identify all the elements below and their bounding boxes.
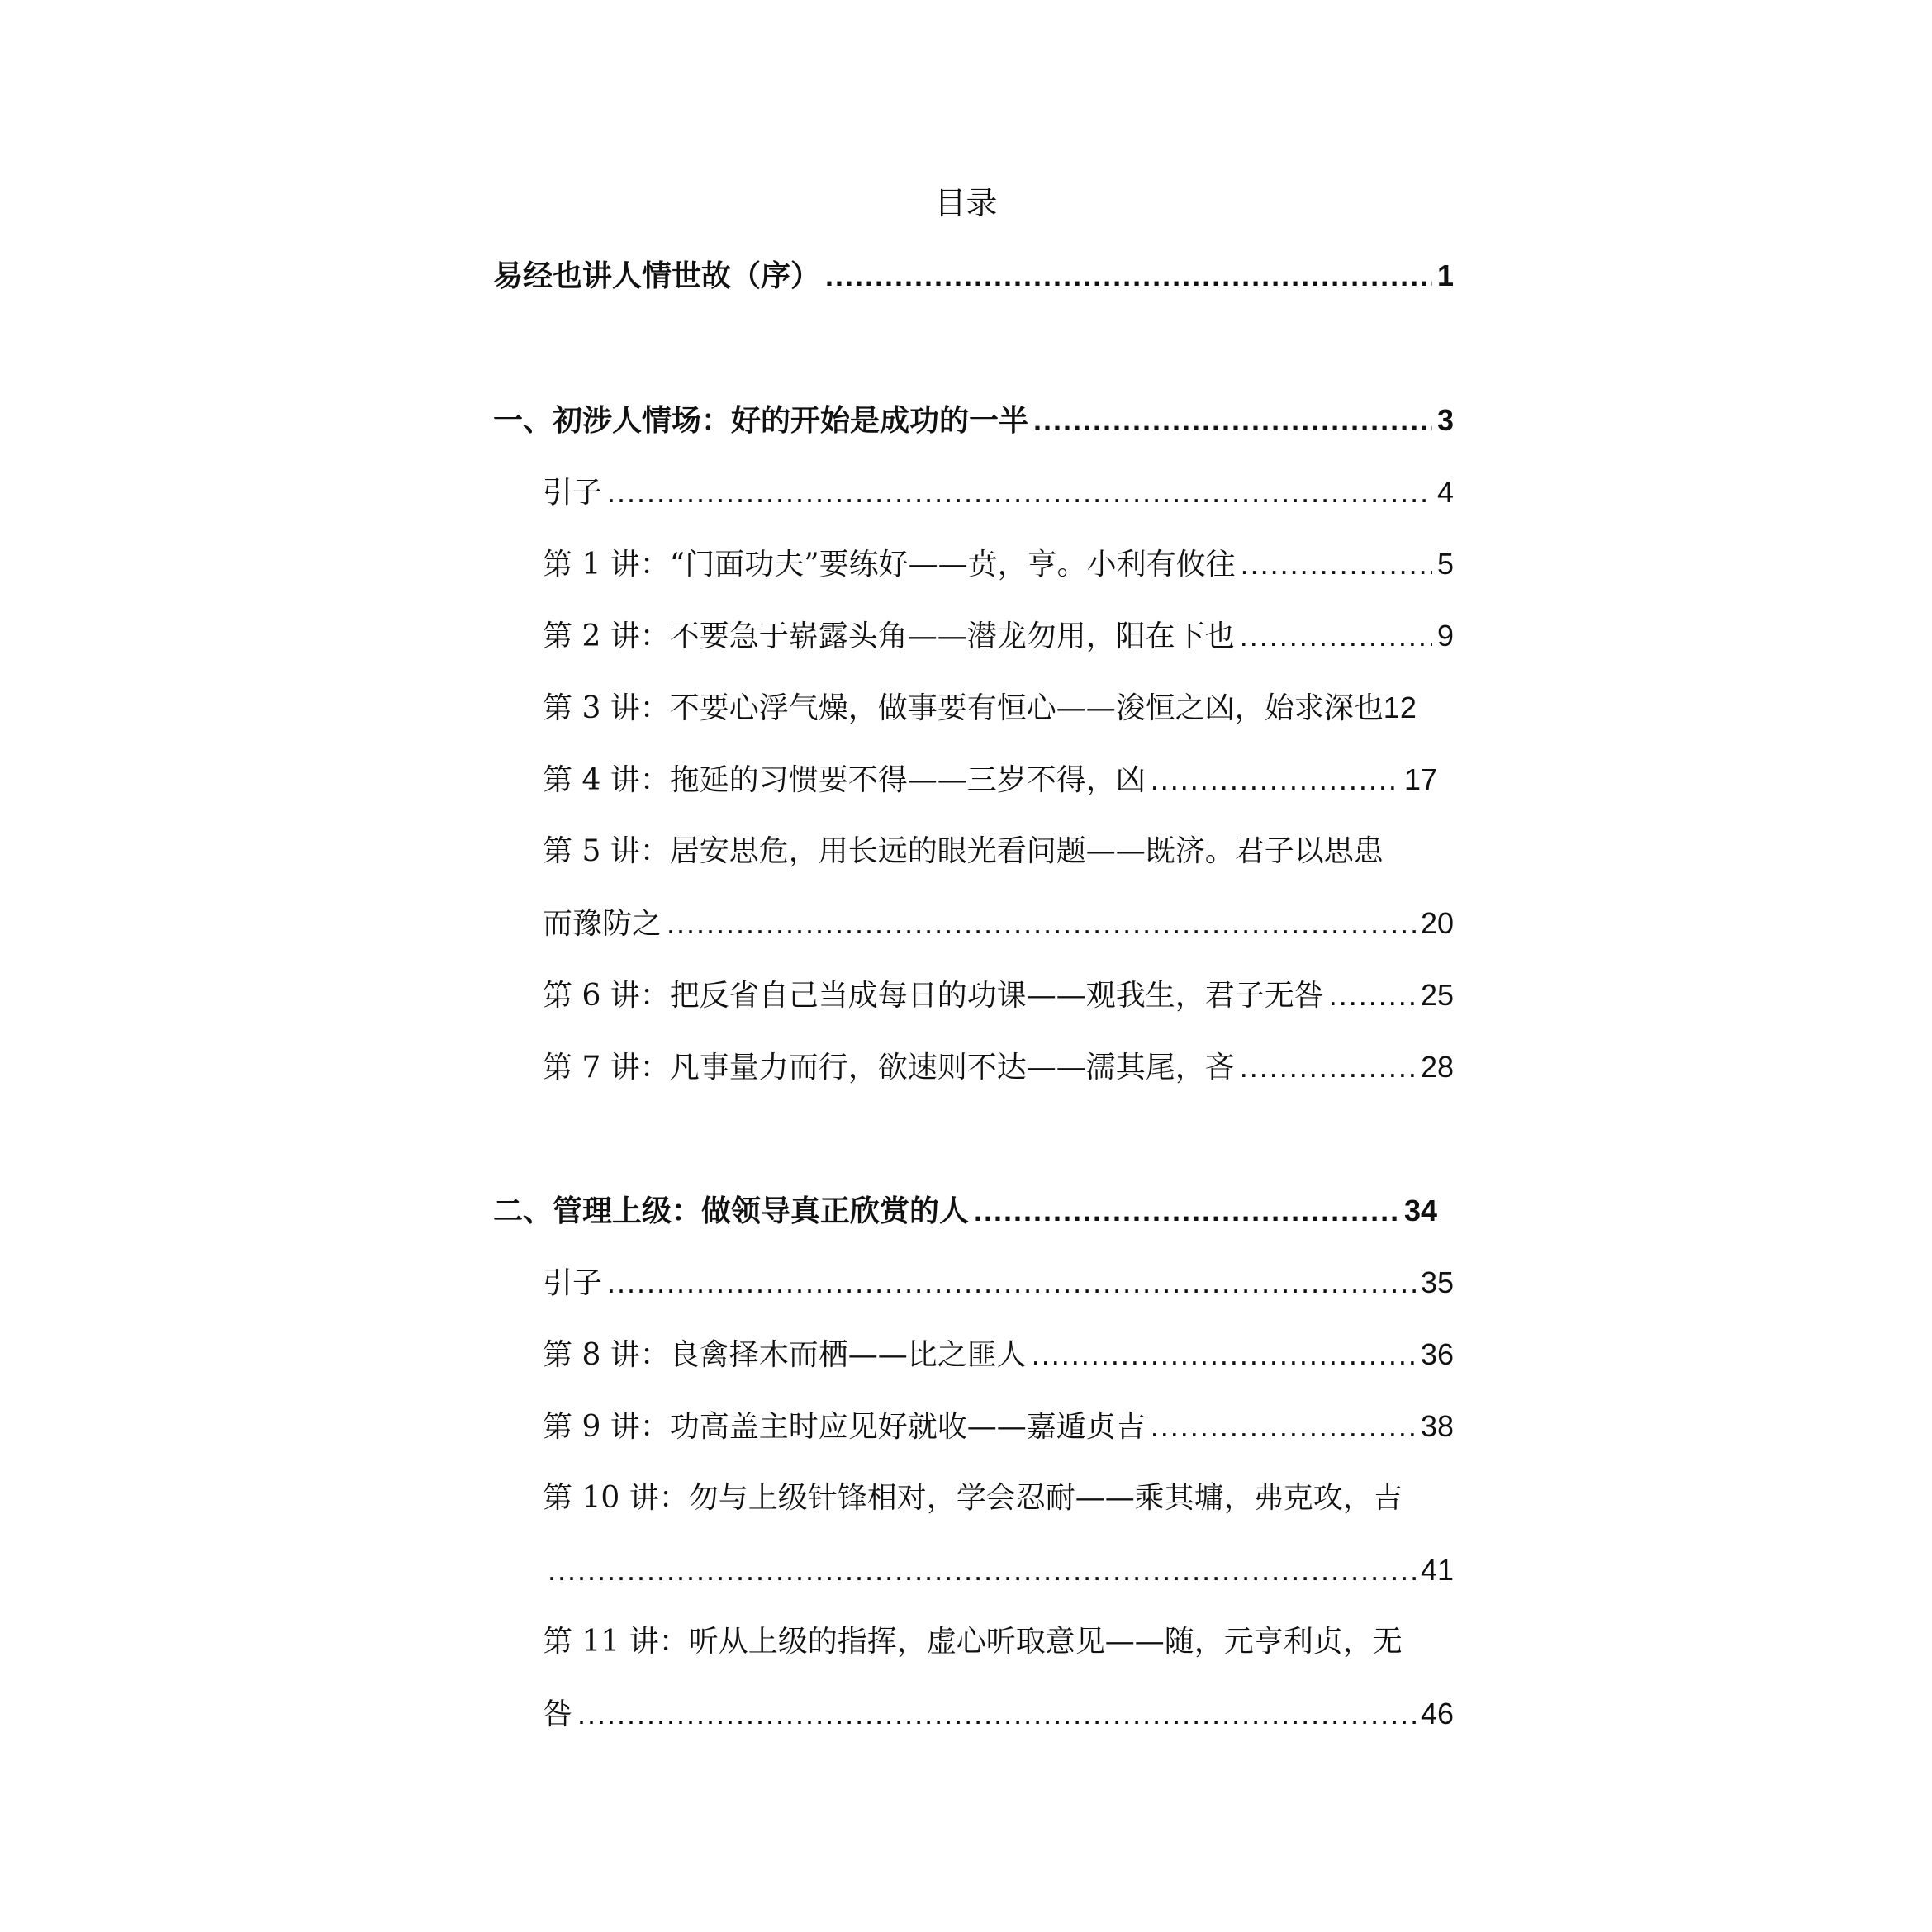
page-title: 目录 bbox=[934, 185, 998, 221]
toc-entry-label: 易经也讲人情世故（序） bbox=[493, 259, 821, 293]
toc-entry-lecture-5-line-1[interactable]: 第 5 讲：居安思危，用长远的眼光看问题——既济。君子以思患 bbox=[543, 834, 1384, 868]
toc-entry-label: 引子 bbox=[543, 1266, 603, 1300]
dot-leader bbox=[577, 1691, 1416, 1737]
toc-entry-label: 第 4 讲：拖延的习惯要不得——三岁不得，凶 bbox=[543, 763, 1146, 797]
dot-leader bbox=[667, 900, 1416, 947]
toc-entry-label: 而豫防之 bbox=[543, 907, 662, 941]
toc-entry-label: 引子 bbox=[543, 476, 603, 510]
toc-entry-lecture-3[interactable] bbox=[543, 685, 1479, 731]
toc-entry-lecture-9[interactable] bbox=[543, 1403, 1454, 1450]
dot-leader bbox=[607, 1260, 1416, 1306]
toc-entry-preface[interactable] bbox=[493, 253, 1454, 299]
toc-entry-lecture-8[interactable] bbox=[543, 1332, 1454, 1378]
toc-entry-label: 一、初涉人情场：好的开始是成功的一半 bbox=[493, 403, 1029, 438]
toc-entry-label: 咎 bbox=[543, 1697, 573, 1731]
toc-page-number: 28 bbox=[1420, 1050, 1454, 1084]
toc-entry-lecture-11-line-2[interactable] bbox=[543, 1691, 1454, 1737]
toc-entry-label: 第 7 讲：凡事量力而行，欲速则不达——濡其尾，吝 bbox=[543, 1051, 1235, 1085]
dot-leader bbox=[1240, 613, 1432, 659]
toc-entry-label: 第 6 讲：把反省自己当成每日的功课——观我生，君子无咎 bbox=[543, 979, 1324, 1013]
toc-page-number: 5 bbox=[1436, 547, 1454, 581]
toc-entry-lecture-7[interactable] bbox=[543, 1044, 1454, 1090]
dot-leader bbox=[1329, 972, 1416, 1018]
toc-entry-lecture-1[interactable] bbox=[543, 541, 1454, 587]
toc-entry-lecture-10-line-1[interactable]: 第 10 讲：勿与上级针锋相对，学会忍耐——乘其墉，弗克攻，吉 bbox=[543, 1481, 1403, 1515]
dot-leader bbox=[1032, 1332, 1416, 1378]
dot-leader bbox=[1241, 541, 1432, 587]
toc-entry-lecture-10-line-2[interactable] bbox=[543, 1547, 1454, 1593]
toc-entry-lecture-2[interactable] bbox=[543, 613, 1454, 659]
toc-entry-lecture-11-line-1[interactable]: 第 11 讲：听从上级的指挥，虚心听取意见——随，元亨利贞，无 bbox=[543, 1625, 1403, 1659]
dot-leader bbox=[548, 1547, 1416, 1593]
toc-entry-s1-intro[interactable] bbox=[543, 469, 1454, 515]
toc-page-number: 38 bbox=[1420, 1409, 1454, 1443]
dot-leader bbox=[825, 253, 1432, 299]
toc-page-number: 25 bbox=[1420, 978, 1454, 1012]
dot-leader bbox=[1151, 1403, 1416, 1450]
toc-page-number: 35 bbox=[1420, 1265, 1454, 1299]
toc-page-number: 20 bbox=[1420, 906, 1454, 940]
toc-entry-lecture-6[interactable] bbox=[543, 972, 1454, 1018]
toc-entry-lecture-5-line-2[interactable] bbox=[543, 900, 1454, 947]
dot-leader bbox=[974, 1188, 1399, 1234]
toc-entry-label: 第 1 讲：“门面功夫”要练好——贲，亨。小利有攸往 bbox=[543, 548, 1236, 581]
toc-entry-lecture-4[interactable] bbox=[543, 757, 1437, 803]
toc-page-number: 34 bbox=[1403, 1194, 1437, 1227]
toc-page-number: 17 bbox=[1403, 762, 1437, 796]
dot-leader bbox=[1240, 1044, 1416, 1090]
toc-page-number: 9 bbox=[1436, 619, 1454, 653]
toc-page-number: 4 bbox=[1436, 475, 1454, 509]
toc-entry-s2-intro[interactable] bbox=[543, 1260, 1454, 1306]
toc-page-number: 46 bbox=[1420, 1697, 1454, 1730]
toc-entry-label: 第 2 讲：不要急于崭露头角——潜龙勿用，阳在下也 bbox=[543, 619, 1235, 653]
toc-page-number: 1 bbox=[1436, 259, 1454, 292]
toc-page-number: 36 bbox=[1420, 1337, 1454, 1371]
toc-page-number: 3 bbox=[1436, 403, 1454, 437]
dot-leader bbox=[1033, 397, 1432, 444]
toc-page-number: 12 bbox=[1383, 691, 1417, 724]
toc-page-number: 41 bbox=[1420, 1553, 1454, 1587]
toc-entry-section-2[interactable] bbox=[493, 1188, 1437, 1234]
toc-entry-label: 第 3 讲：不要心浮气燥，做事要有恒心——浚恒之凶，始求深也 bbox=[543, 691, 1384, 725]
dot-leader bbox=[1151, 757, 1399, 803]
toc-entry-label: 第 8 讲：良禽择木而栖——比之匪人 bbox=[543, 1338, 1027, 1372]
toc-entry-label: 第 9 讲：功高盖主时应见好就收——嘉遁贞吉 bbox=[543, 1410, 1146, 1444]
toc-entry-label: 二、管理上级：做领导真正欣赏的人 bbox=[493, 1194, 970, 1228]
dot-leader bbox=[607, 469, 1432, 515]
toc-entry-section-1[interactable] bbox=[493, 397, 1454, 444]
